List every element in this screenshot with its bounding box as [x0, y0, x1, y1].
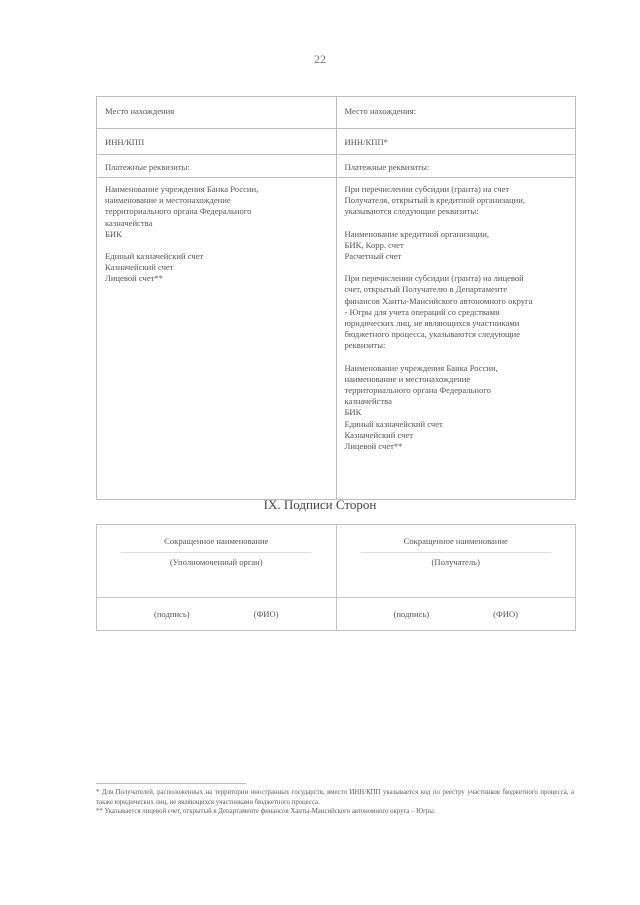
- section-title: IX. Подписи Сторон: [263, 497, 377, 512]
- right-inn-kpp-label: ИНН/КПП*: [344, 137, 388, 147]
- left-name-line: [121, 552, 311, 553]
- left-fio-label: (ФИО): [253, 609, 279, 619]
- page-number: 22: [314, 52, 326, 66]
- right-treasury-block: Наименование учреждения Банка России, наименование и местонахождение территориального органа Федерального казначейства БИК Единый казначейский счет Казначейский счет Лицевой счет**: [344, 362, 498, 452]
- footnotes: [96, 783, 574, 817]
- left-location-cell: [97, 97, 337, 129]
- left-payment-details-cell: [97, 155, 337, 178]
- right-role: (Получатель): [431, 557, 480, 567]
- right-name-line: [361, 552, 551, 553]
- right-payment-details-label: Платежные реквизиты:: [344, 162, 430, 172]
- left-treasury-block: Наименование учреждения Банка России, наименование и местонахождение территориального органа Федерального казначейства БИК: [105, 184, 259, 239]
- left-bank-details-cell: [97, 178, 337, 500]
- left-inn-kpp-label: ИНН/КПП: [105, 137, 145, 147]
- left-inn-kpp-cell: [97, 129, 337, 155]
- left-short-name: Сокращенное наименование: [164, 536, 269, 546]
- left-accounts-block: Единый казначейский счет Казначейский счет Лицевой счет**: [105, 251, 204, 284]
- right-signature-cell: [336, 598, 576, 631]
- signatures-table: [96, 524, 576, 631]
- left-payment-details-label: Платежные реквизиты:: [105, 162, 190, 172]
- right-personal-account-intro: При перечислении субсидии (гранта) на лицевой счет, открытый Получателю в Департаменте финансов Ханты-Мансийского автономного округа - Югры для учета операций со средствами юридических лиц, не являющихся участниками бюджетного процесса, указываются следующие реквизиты:: [344, 273, 533, 351]
- right-inn-kpp-cell: [336, 129, 576, 155]
- right-credit-org-details: Наименование кредитной организации, БИК, Корр. счет Расчетный счет: [344, 228, 490, 262]
- footnote-2: ** Указывается лицевой счет, открытый в Департаменте финансов Ханты-Мансийского автономного округа – Югры.: [96, 808, 436, 816]
- left-signature-cell: [97, 598, 337, 631]
- right-fio-label: (ФИО): [493, 609, 519, 619]
- right-bank-details-cell: [336, 178, 576, 500]
- right-signature-label: (подпись): [393, 609, 430, 619]
- right-short-name: Сокращенное наименование: [403, 536, 508, 546]
- left-location-label: Место нахождения: [105, 106, 175, 116]
- left-role: (Уполномоченный орган): [169, 557, 263, 567]
- right-location-label: Место нахождения:: [344, 106, 417, 116]
- right-party-cell: [336, 525, 576, 598]
- left-signature-label: (подпись): [153, 609, 190, 619]
- footnote-1: * Для Получателей, расположенных на территории иностранных государств, вместо ИНН/КПП указывается код по реестру участников бюджетного процесса, а также юридических лиц, не являющихся участниками бюджетного процесса.: [96, 789, 574, 806]
- left-party-cell: [97, 525, 337, 598]
- right-credit-org-intro: При перечислении субсидии (гранта) на счет Получателя, открытый в кредитной организации, указываются следующие реквизиты:: [344, 184, 525, 217]
- right-location-cell: [336, 97, 576, 129]
- requisites-table: [96, 96, 576, 500]
- right-payment-details-cell: [336, 155, 576, 178]
- footnote-separator: [96, 783, 246, 784]
